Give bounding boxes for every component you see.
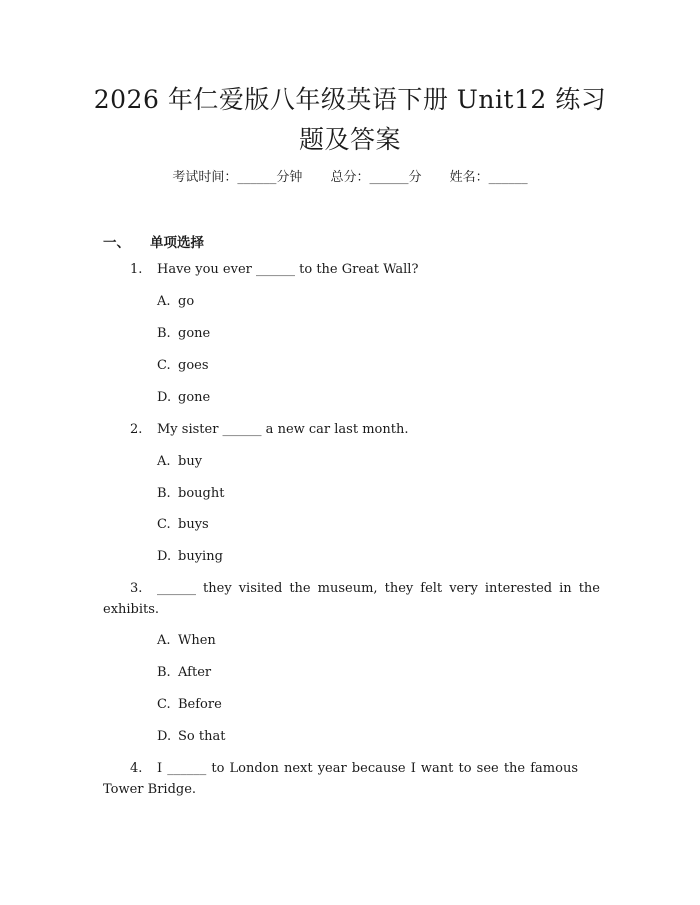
question-text: My sister ______ a new car last month. bbox=[157, 422, 409, 437]
question-4 bbox=[103, 758, 578, 800]
option-2b: B. bought bbox=[157, 486, 225, 501]
question-3 bbox=[103, 578, 600, 620]
name-blank: ______ bbox=[488, 170, 528, 185]
question-number: 2. bbox=[130, 422, 143, 437]
option-2d: D. buying bbox=[157, 549, 223, 564]
option-3d: D. So that bbox=[157, 729, 226, 744]
question-number: 1. bbox=[130, 262, 143, 277]
question-text: I ______ to London next year because I want to see the famous bbox=[157, 761, 578, 776]
time-blank: ______ bbox=[237, 170, 277, 185]
exam-time: 考试时间：______分钟 bbox=[172, 170, 303, 185]
title-line-1: 2026 年仁爱版八年级英语下册 Unit12 练习 bbox=[93, 85, 607, 114]
document-title bbox=[60, 80, 640, 160]
option-3b: B. After bbox=[157, 665, 212, 680]
question-number: 4. bbox=[130, 761, 143, 776]
section-number: 一、 bbox=[103, 235, 130, 251]
question-text: ______ they visited the museum, they felt very interested in the bbox=[157, 581, 600, 596]
score-blank: ______ bbox=[369, 170, 409, 185]
question-number: 3. bbox=[130, 581, 143, 596]
section-heading bbox=[103, 231, 204, 251]
option-1c: C. goes bbox=[157, 358, 209, 373]
question-text: Have you ever ______ to the Great Wall? bbox=[157, 262, 419, 277]
question-2 bbox=[103, 419, 600, 440]
option-1d: D. gone bbox=[157, 390, 211, 405]
student-name: 姓名：______ bbox=[449, 170, 528, 185]
option-2a: A. buy bbox=[157, 454, 203, 469]
option-1a: A. go bbox=[157, 294, 195, 309]
option-3a: A. When bbox=[157, 633, 216, 648]
total-score: 总分：______分 bbox=[330, 170, 422, 185]
option-1b: B. gone bbox=[157, 326, 211, 341]
title-line-2: 题及答案 bbox=[298, 125, 401, 154]
question-1 bbox=[103, 259, 600, 280]
question-text-continued: exhibits. bbox=[103, 602, 160, 617]
question-text-continued: Tower Bridge. bbox=[103, 782, 197, 797]
section-title: 单项选择 bbox=[150, 235, 204, 251]
exam-info-line bbox=[0, 170, 700, 186]
option-2c: C. buys bbox=[157, 517, 209, 532]
option-3c: C. Before bbox=[157, 697, 222, 712]
